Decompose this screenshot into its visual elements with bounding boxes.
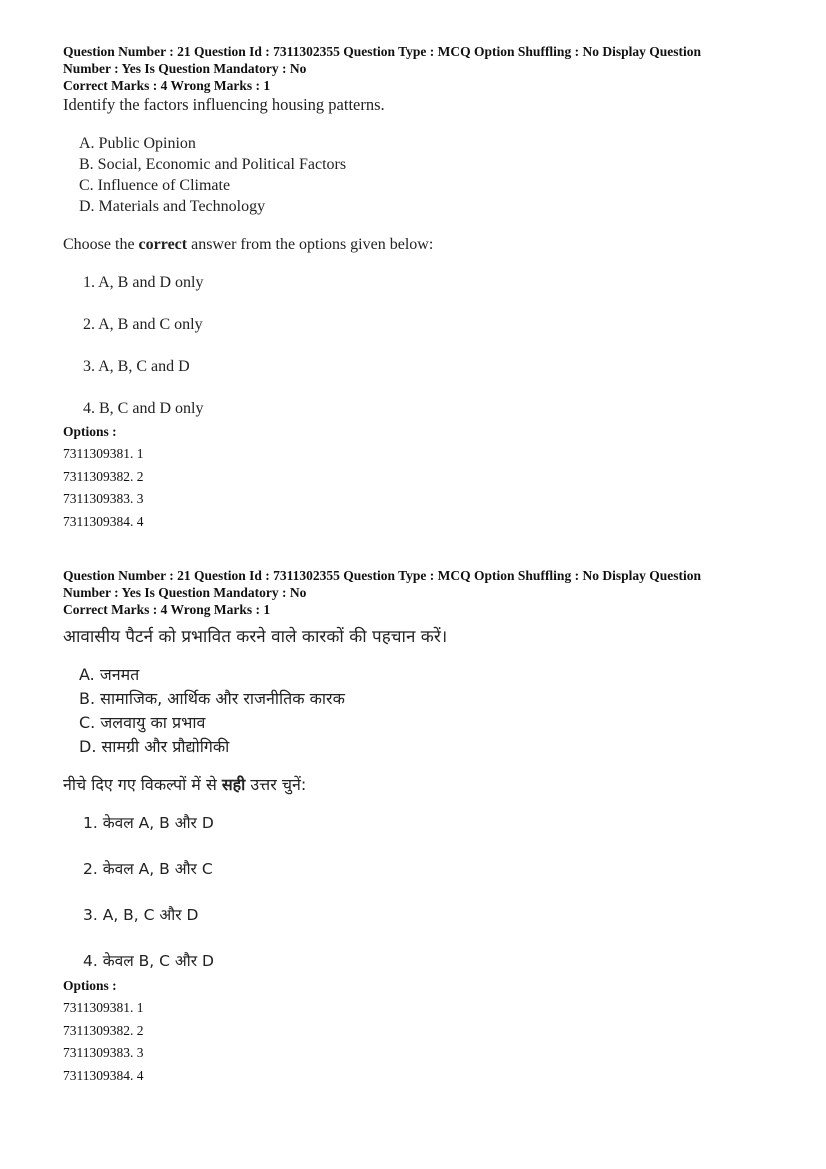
choice-item: 3. A, B, C and D xyxy=(83,358,190,375)
question-block-english xyxy=(63,43,783,533)
instruction-pre: Choose the xyxy=(63,236,139,253)
choice-item: 2. A, B and C only xyxy=(83,316,203,333)
meta-line-1: Question Number : 21 Question Id : 7311302355 Question Type : MCQ Option Shuffling : No Display Question xyxy=(63,568,701,583)
options-list xyxy=(63,443,783,533)
option-id: 7311309384. 4 xyxy=(63,1067,144,1083)
statement-item: C. जलवायु का प्रभाव xyxy=(79,713,206,732)
instruction-bold: सही xyxy=(221,775,246,794)
choice-item: 4. केवल B, C और D xyxy=(83,952,214,970)
option-id: 7311309382. 2 xyxy=(63,1022,144,1038)
meta-line-2: Number : Yes Is Question Mandatory : No xyxy=(63,585,307,600)
option-id: 7311309382. 2 xyxy=(63,468,144,484)
choice-list xyxy=(63,273,783,421)
question-text: Identify the factors influencing housing patterns. xyxy=(63,95,385,114)
option-id: 7311309383. 3 xyxy=(63,491,144,506)
statement-item: C. Influence of Climate xyxy=(79,177,231,194)
statement-item: B. सामाजिक, आर्थिक और राजनीतिक कारक xyxy=(79,689,345,708)
question-meta xyxy=(63,43,783,94)
statement-item: A. जनमत xyxy=(79,665,140,684)
instruction-post: answer from the options given below: xyxy=(187,236,434,253)
statement-item: D. Materials and Technology xyxy=(79,198,266,215)
choice-item: 2. केवल A, B और C xyxy=(83,860,213,878)
option-id: 7311309381. 1 xyxy=(63,446,144,461)
instruction-pre: नीचे दिए गए विकल्पों में से xyxy=(63,775,222,794)
choice-item: 4. B, C and D only xyxy=(83,400,204,417)
instruction-bold: correct xyxy=(138,236,188,253)
statement-item: B. Social, Economic and Political Factors xyxy=(79,156,347,173)
statement-item: A. Public Opinion xyxy=(79,135,196,152)
question-block-hindi xyxy=(63,567,783,1087)
option-id: 7311309383. 3 xyxy=(63,1045,144,1060)
statement-item: D. सामग्री और प्रौद्योगिकी xyxy=(79,737,230,756)
question-text: आवासीय पैटर्न को प्रभावित करने वाले कारकों की पहचान करें। xyxy=(63,627,448,647)
options-label: Options : xyxy=(63,978,117,993)
question-meta xyxy=(63,567,783,618)
option-id: 7311309384. 4 xyxy=(63,513,144,529)
meta-line-1: Question Number : 21 Question Id : 7311302355 Question Type : MCQ Option Shuffling : No Display Question xyxy=(63,44,701,59)
options-label: Options : xyxy=(63,424,117,439)
choice-list xyxy=(63,813,783,973)
statement-list xyxy=(63,133,783,217)
instruction-text xyxy=(63,773,783,795)
instruction-text xyxy=(63,235,783,255)
marks-line: Correct Marks : 4 Wrong Marks : 1 xyxy=(63,602,271,617)
choice-item: 1. A, B and D only xyxy=(83,274,204,291)
marks-line: Correct Marks : 4 Wrong Marks : 1 xyxy=(63,78,271,93)
statement-list xyxy=(63,663,783,759)
choice-item: 3. A, B, C और D xyxy=(83,906,199,924)
instruction-post: उत्तर चुनें: xyxy=(245,775,307,794)
meta-line-2: Number : Yes Is Question Mandatory : No xyxy=(63,61,307,76)
options-list xyxy=(63,997,783,1087)
choice-item: 1. केवल A, B और D xyxy=(83,814,214,832)
option-id: 7311309381. 1 xyxy=(63,1000,144,1015)
